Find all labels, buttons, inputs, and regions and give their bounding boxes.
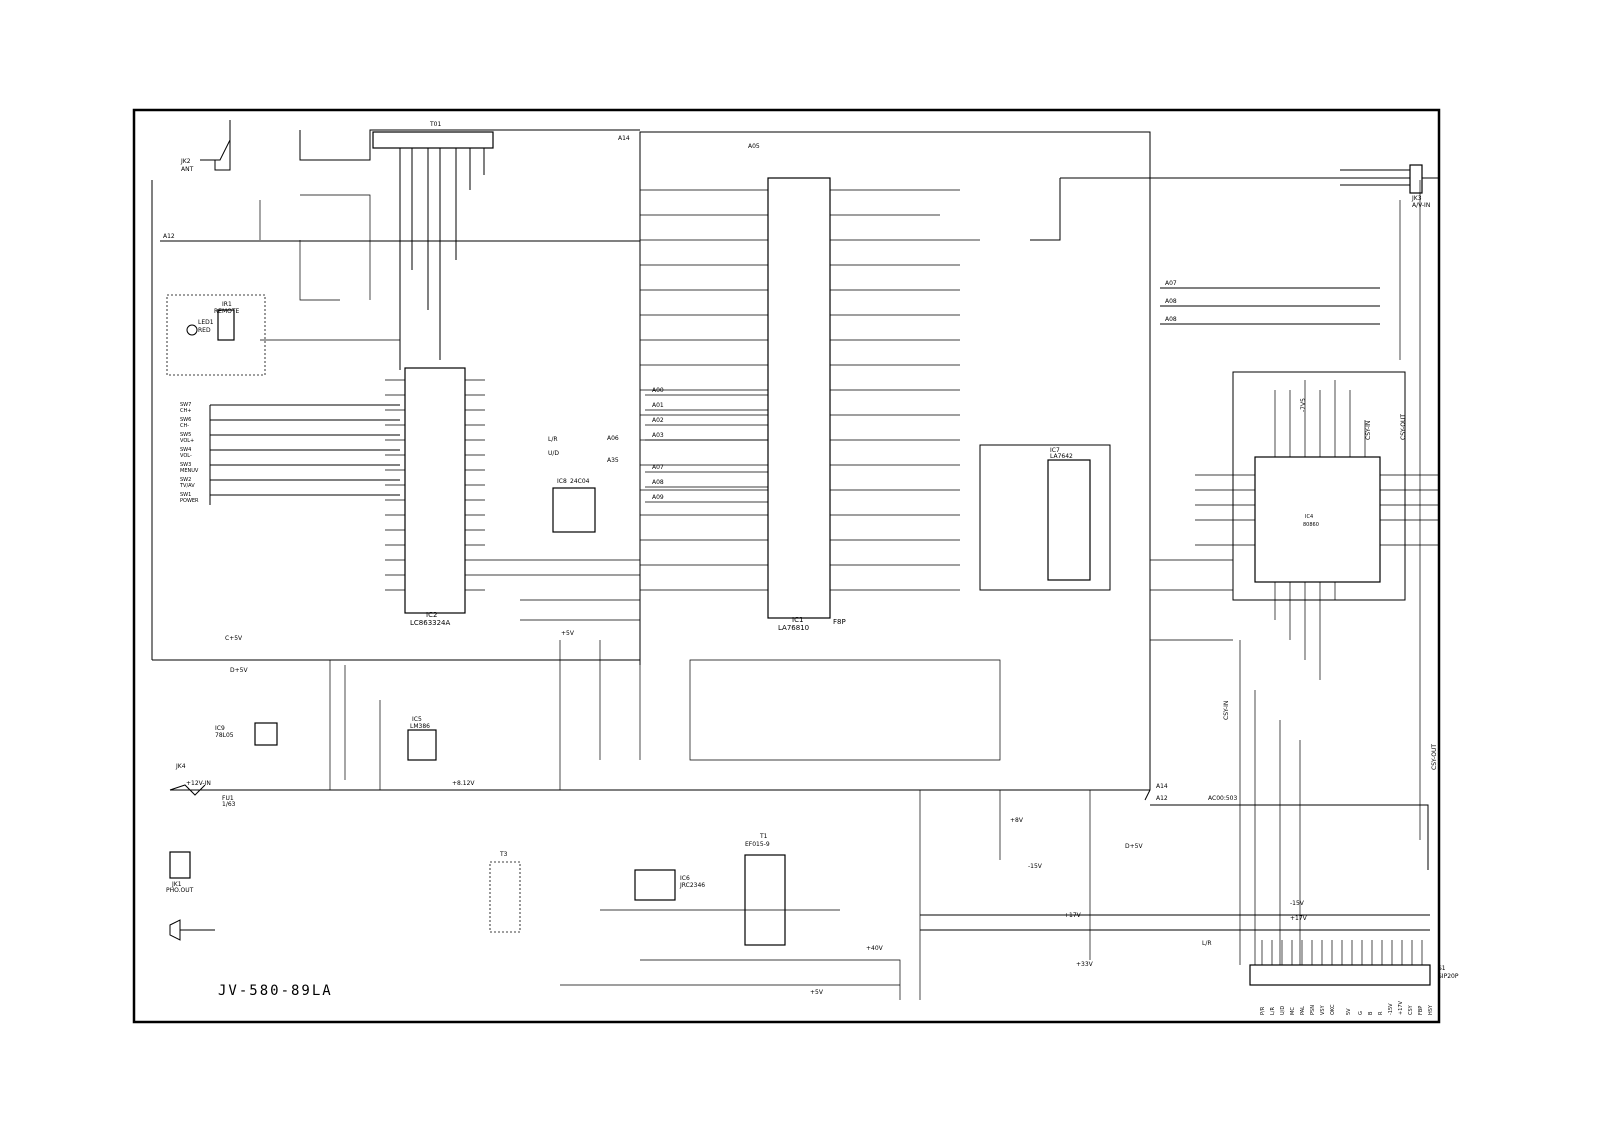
jk4-name: +12V-IN	[186, 780, 211, 787]
sw1-ref: SW1	[180, 492, 192, 498]
led-icon	[187, 325, 197, 335]
fu1-ref: FU1	[222, 795, 234, 802]
jk4-ref: JK4	[176, 763, 186, 770]
jk3-name: A/V-IN	[1412, 202, 1431, 209]
t3-body	[490, 862, 520, 932]
rail-d5v-right: D+5V	[1125, 843, 1143, 850]
rail-812v: +8.12V	[452, 780, 475, 787]
sw3-name: MENUV	[180, 468, 199, 474]
sw5-name: VOL+	[180, 438, 195, 444]
ic8-body	[553, 488, 595, 532]
ic5-body	[408, 730, 436, 760]
bus-a07: A07	[652, 464, 664, 471]
bus-a02: A02	[652, 417, 664, 424]
s1-pin-okc: OKC	[1330, 1004, 1336, 1015]
bus-a03: A03	[652, 432, 664, 439]
sw6-ref: SW6	[180, 417, 192, 423]
switch-column	[210, 405, 400, 505]
fu1-val: 1/63	[222, 801, 236, 808]
s1-pin-labels	[1260, 1000, 1434, 1015]
bus-right-a08b: A08	[1165, 316, 1177, 323]
s1-pin-ud: U/D	[1280, 1005, 1286, 1015]
s1-pin-mc: MC	[1290, 1007, 1296, 1015]
csy-in-top: CSY-IN	[1365, 420, 1372, 440]
s1-pin-vsy: VSY	[1320, 1005, 1326, 1015]
jk1-name: PHO.OUT	[166, 887, 194, 894]
csy-out-lower: CSY-OUT	[1431, 743, 1438, 770]
ic2-part: LC863324A	[410, 619, 451, 627]
jk3-ref: JK3	[1412, 195, 1422, 202]
s1-pin-r: R	[1378, 1011, 1384, 1015]
minus-7v5-label: -7V5	[1300, 398, 1307, 412]
jk1-ref: JK1	[172, 881, 182, 888]
mid-box-label: A05	[748, 143, 760, 150]
t3-ref: T3	[500, 851, 508, 858]
sw5-ref: SW5	[180, 432, 192, 438]
lower-bus-a14: A14	[1156, 783, 1168, 790]
csy-in-lower: CSY-IN	[1223, 700, 1230, 720]
s1-pin-g: G	[1358, 1011, 1364, 1015]
jk2-ref: JK2	[181, 158, 191, 165]
t1-body	[745, 855, 785, 945]
left-bus-label: A12	[163, 233, 175, 240]
ic5-ref: IC5	[412, 716, 422, 723]
lr-bottom: L/R	[1202, 940, 1212, 947]
csy-out-top: CSY-OUT	[1400, 413, 1407, 440]
model-label: JV-580-89LA	[218, 983, 333, 999]
lower-bus-a12: A12	[1156, 795, 1168, 802]
ic9-ref: IC9	[215, 725, 225, 732]
s1-pin-csy: CSY	[1408, 1005, 1414, 1015]
ic2-ref: IC2	[426, 611, 438, 619]
bus-a06: A06	[607, 435, 619, 442]
s1-body	[1250, 965, 1430, 985]
ic9-body	[255, 723, 277, 745]
bus-a35: A35	[607, 457, 619, 464]
f8p-label: F8P	[833, 618, 846, 626]
ic6-ref: IC6	[680, 875, 690, 882]
aux-box-label: AC00:503	[1208, 795, 1238, 802]
top-bus-label: A14	[618, 135, 630, 142]
ic1-ref: IC1	[792, 616, 804, 624]
jk2-name: ANT	[181, 166, 194, 173]
sw4-name: VOL-	[180, 453, 192, 459]
sw7-ref: SW7	[180, 402, 192, 408]
rail-33v: +33V	[1076, 961, 1093, 968]
s1-pin-hsy: HSY	[1428, 1005, 1434, 1015]
rail-17v: +17V	[1290, 915, 1307, 922]
led-ref: LED1	[198, 319, 214, 326]
sw6-name: CH-	[180, 423, 190, 429]
ic8-ref: IC8	[557, 478, 567, 485]
ic7-part: LA7642	[1050, 453, 1073, 460]
s1-pin-fbp: FBP	[1418, 1005, 1424, 1015]
av-in-lines	[1030, 170, 1440, 240]
s1-pin-17v: +17V	[1398, 1001, 1404, 1015]
bus-right-a07: A07	[1165, 280, 1177, 287]
s1-pin-pr: P/R	[1260, 1006, 1266, 1015]
aux-outline	[1150, 805, 1428, 870]
sw3-ref: SW3	[180, 462, 192, 468]
ic5-part: LM386	[410, 723, 430, 730]
bus-a01: A01	[652, 402, 664, 409]
ic4-ref: IC4	[1305, 514, 1314, 520]
s1-ref: S1	[1438, 965, 1446, 972]
rail-5v-top: +5V	[561, 630, 574, 637]
neg-rails	[920, 915, 1430, 930]
ic9-part: 78L05	[215, 732, 234, 739]
lr-mid: L/R	[548, 436, 558, 443]
rail-17v-b: +17V	[1064, 912, 1081, 919]
rail-5v-bottom: +5V	[810, 989, 823, 996]
ic7-body	[1048, 460, 1090, 580]
sw4-ref: SW4	[180, 447, 192, 453]
jk1-body	[170, 852, 190, 878]
tuner-leads	[400, 148, 484, 370]
remote-box	[167, 295, 265, 375]
rail-minus15b: -15V	[1290, 900, 1304, 907]
speaker-icon	[170, 920, 215, 940]
rail-40v: +40V	[866, 945, 883, 952]
ic8-part: 24C04	[570, 478, 590, 485]
ic6-body	[635, 870, 675, 900]
sw7-name: CH+	[180, 408, 192, 414]
right-bus-lines	[1160, 288, 1380, 324]
ir1-ref: IR1	[222, 301, 232, 308]
ic1-part: LA76810	[778, 624, 810, 632]
sw2-name: TV/AV	[180, 483, 195, 489]
rail-8v: +8V	[1010, 817, 1023, 824]
s1-pin-5v: 5V	[1346, 1008, 1352, 1015]
s1-name: SIP20P	[1438, 973, 1459, 980]
s1-pin-pal: PAL	[1300, 1006, 1306, 1015]
ic7-ref: IC7	[1050, 447, 1060, 454]
ir1-name: REMOTE	[214, 308, 240, 315]
led-name: RED	[198, 327, 211, 334]
ud-mid: U/D	[548, 450, 560, 457]
ic2-body	[405, 368, 465, 613]
rail-d5v-left: D+5V	[230, 667, 248, 674]
s1-pin-psn: PSN	[1310, 1005, 1316, 1015]
bus-a09: A09	[652, 494, 664, 501]
s1-pin-15v: -15V	[1388, 1003, 1394, 1015]
s1-pins	[1262, 940, 1422, 965]
sw1-name: POWER	[180, 498, 199, 504]
sw2-ref: SW2	[180, 477, 192, 483]
jk2-antenna	[200, 120, 230, 170]
t1-part: EF015-9	[745, 841, 770, 848]
tuner-ref: T01	[430, 121, 442, 128]
ic1-body	[768, 178, 830, 618]
t1-ref: T1	[760, 833, 768, 840]
tuner-t01	[373, 132, 493, 148]
s1-pin-lr: L/R	[1270, 1007, 1276, 1015]
bus-a08: A08	[652, 479, 664, 486]
bus-right-a08: A08	[1165, 298, 1177, 305]
s1-pin-b: B	[1368, 1011, 1374, 1015]
rail-c5v: C+5V	[225, 635, 243, 642]
rail-minus15: -15V	[1028, 863, 1042, 870]
ic4-part: 80860	[1303, 522, 1319, 528]
bus-a00: A00	[652, 387, 664, 394]
ic6-part: JRC2346	[680, 882, 706, 889]
ic4-body	[1255, 457, 1380, 582]
